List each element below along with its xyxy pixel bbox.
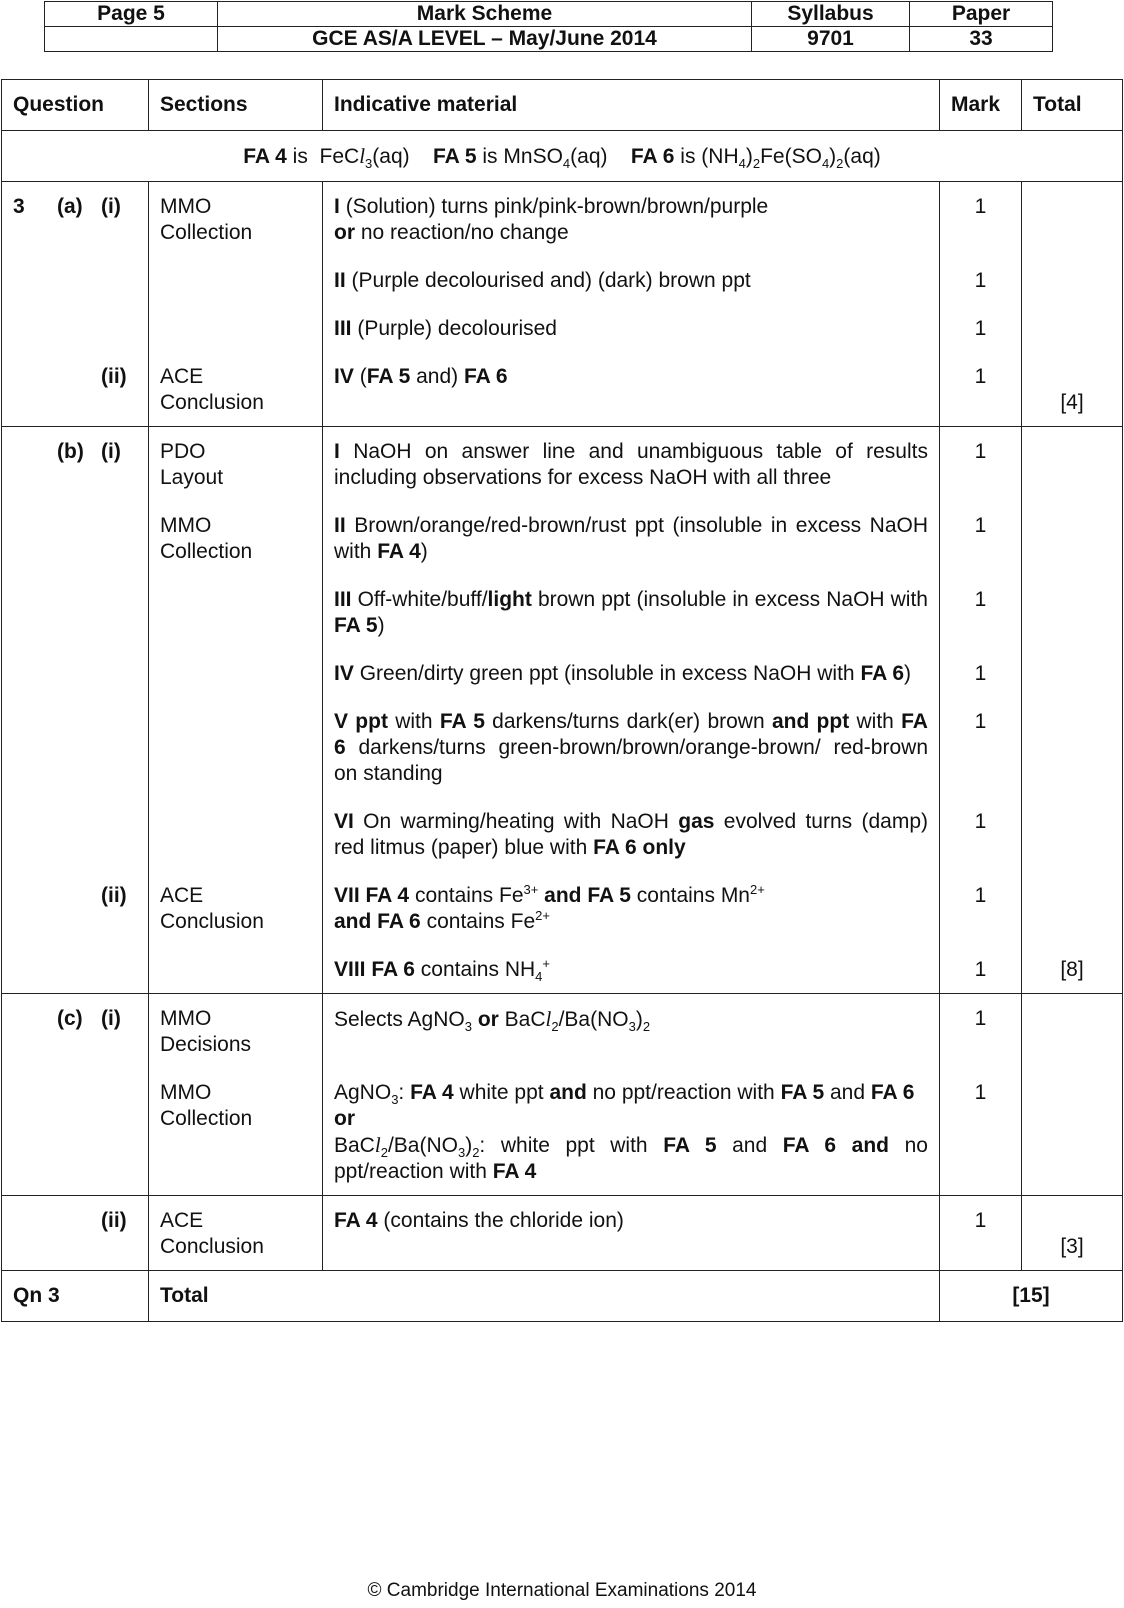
- header-table: [44, 1, 1053, 52]
- exam-title: GCE AS/A LEVEL – May/June 2014: [218, 27, 752, 52]
- row-b-i: (b) (i) PDO Layout I NaOH on answer line and unambiguous table of results including observations for excess NaOH with all three 1: [2, 427, 1123, 492]
- row-a-i: 3 (a) (i) MMO Collection I (Solution) turns pink/pink-brown/brown/purple or no reaction/no change 1: [2, 182, 1123, 247]
- row-b-VI: VI On warming/heating with NaOH gas evolved turns (damp) red litmus (paper) blue with FA 6 only 1: [2, 787, 1123, 861]
- col-indicative: Indicative material: [323, 80, 940, 131]
- paper-code: 33: [910, 27, 1053, 52]
- col-mark: Mark: [940, 80, 1022, 131]
- row-b-II: MMO Collection II Brown/orange/red-brown/rust ppt (insoluble in excess NaOH with FA 4) 1: [2, 491, 1123, 565]
- col-question: Question: [2, 80, 149, 131]
- col-total: Total: [1022, 80, 1123, 131]
- row-b-IV: IV Green/dirty green ppt (insoluble in excess NaOH with FA 6) 1: [2, 639, 1123, 687]
- paper-label: Paper: [910, 2, 1053, 27]
- mark-scheme-table: [1, 79, 1123, 1322]
- syllabus-code: 9701: [752, 27, 910, 52]
- row-a-ii: (ii) ACE Conclusion IV (FA 5 and) FA 6 1 [4]: [2, 342, 1123, 427]
- compounds-row: FA 4 is FeCl$_3$(aq) FA 5 is MnSO$_4$(aq) FA 6 is $(NH_4)_2Fe(SO_4)_2(aq)$: [2, 131, 1123, 182]
- row-a-III: III (Purple) decolourised 1: [2, 294, 1123, 342]
- row-b-VIII: VIII FA 6 contains $NH_4^+$ 1 [8]: [2, 935, 1123, 994]
- row-c-i: (c) (i) MMO Decisions Selects AgNO$_3$ or $BaCl_2/Ba(NO_3)_2$ 1: [2, 994, 1123, 1059]
- page-label: Page 5: [45, 2, 218, 27]
- row-a-II: II (Purple decolourised and) (dark) brown ppt 1: [2, 246, 1123, 294]
- row-b-V: V ppt with FA 5 darkens/turns dark(er) brown and ppt with FA 6 darkens/turns green-brown/brown/orange-brown/ red-brown on standing 1: [2, 687, 1123, 787]
- copyright-footer: © Cambridge International Examinations 2014: [367, 1580, 757, 1601]
- header-blank: [45, 27, 218, 52]
- row-b-III: III Off-white/buff/light brown ppt (insoluble in excess NaOH with FA 5) 1: [2, 565, 1123, 639]
- row-c-collection: MMO Collection AgNO$_3$: FA 4 white ppt and no ppt/reaction with FA 5 and FA 6 or $BaCl_2/Ba(NO_3)_2$: white ppt with FA 5 and FA 6 and no ppt/reaction with FA 4 1: [2, 1058, 1123, 1196]
- col-sections: Sections: [149, 80, 323, 131]
- row-b-ii: (ii) ACE Conclusion VII FA 4 contains $Fe^{3+}$ and FA 5 contains $Mn^{2+}$ and FA 6 contains $Fe^{2+}$ 1: [2, 861, 1123, 935]
- scheme-label: Mark Scheme: [218, 2, 752, 27]
- syllabus-label: Syllabus: [752, 2, 910, 27]
- row-summary: Qn 3 Total [15]: [2, 1271, 1123, 1322]
- row-c-ii: (ii) ACE Conclusion FA 4 (contains the chloride ion) 1 [3]: [2, 1196, 1123, 1271]
